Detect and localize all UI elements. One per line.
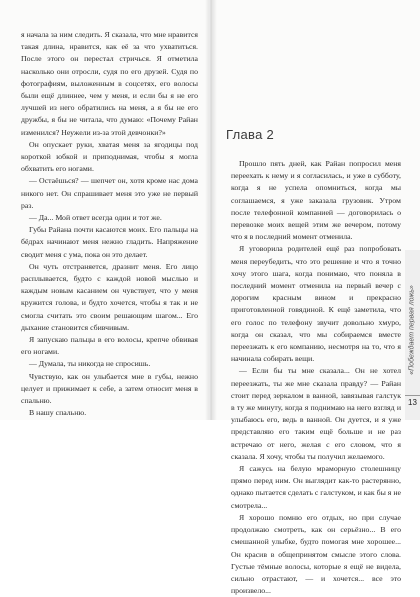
chapter-title: Глава 2 (226, 127, 275, 142)
book-gutter (205, 0, 217, 420)
paragraph: Он опускает руки, хватая меня за ягодицы под короткой юбкой и приподнимая, чтобы я могла обхватить его ногами. (21, 139, 198, 174)
paragraph: — Думала, ты никогда не спросишь. (29, 359, 151, 369)
page-number: 13 (405, 395, 420, 410)
left-page-text (21, 29, 198, 420)
paragraph: Губы Райана почти касаются моих. Его пальцы на бёдрах начинают меня нежно гладить. Напряжение сводит меня с ума, пока он это делает. (21, 225, 198, 259)
paragraph: Прошло пять дней, как Райан попросил меня переехать к нему и я согласилась, и уже в субботу, когда я не успела опомниться, когда мы соглашаемся, я уже заказала грузовик. Утром после телефонной компанией — договорилась о перевозке моих вещей этим же вечером, потому что я в последний момент отменила. (231, 159, 401, 242)
paragraph: Чувствую, как он улыбается мне в губы, нежно целует и прижимает к себе, а затем относит меня в спальню. (21, 371, 198, 406)
right-page-text (231, 158, 401, 597)
paragraph: — Да... Мой ответ всегда один и тот же. (29, 213, 162, 223)
paragraph: я начала за ним следить. Я сказала, что мне нравится такая длина, нравится, как её за что ухватиться. После этого он перестал стричься. Я отметила насколько они отросли, судя по его друзей. Судя по фотографиям, выложенным в соцсетях, его волосы были ещё длиннее, чем у меня, и если бы я не его лучшей из него обратились на меня, а я бы не его дружбы, я бы не читала, что думаю: «Почему Райан изменился? Неужели из-за этой девчонки?» (21, 30, 198, 137)
paragraph: — Если бы ты мне сказала... Он не хотел переезжать, ты же мне сказала правду? — Райан стоит перед зеркалом в ванной, завязывая галстук в ту же минуту, когда я поднимаю на него взгляд и улыбаюсь его, ведь в ванной. Он дуется, и я уже представляю его таким ещё больше и не раз встречаю от него, желая с его словом, что я сказала. Я хочу, чтобы ты получил желаемого. (231, 366, 401, 461)
paragraph: — Остаёшься? — шепчет он, хотя кроме нас дома никого нет. Он спрашивает меня это уже не первый раз. (21, 176, 198, 210)
paragraph: Я запускаю пальцы в его волосы, крепче обвивая его ногами. (21, 335, 198, 357)
paragraph: Я хорошо помню его отдых, но при случае продолжаю смотреть, как он серьёзно... В его смешанной улыбке, будто помогая мне хорошее... Он красив в общепринятом смысле этого слова. Густые тёмные волосы, которые я ещё не видела, сильно отрастают, — и хочется... все это произвело... (231, 512, 401, 596)
paragraph: Он чуть отстраняется, дразнит меня. Его лицо расплывается, будто с каждой новой мыслью и каждым новым касанием он чувствует, что у меня кружится голова, и будто хочется, чтобы я так и не смогла считать это своим решающим шагом... Его дыхание становится сбивчивым. (21, 261, 198, 332)
paragraph: Я сажусь на белую мраморную столешницу прямо перед ним. Он выглядит как-то растерянно, однако пытается сделать с галстуком, и как бы я не смотрела... (231, 464, 401, 510)
paragraph: Я уговорила родителей ещё раз попробовать меня переубедить, что это решение и что я точно хочу этого шага, когда понимаю, что поняла в последний момент отменила на первый вечер с дорогим красным вином и прекрасно приготовленной говядиной. К ещё заметила, что его голос по телефону звучит довольно хмуро, когда он сказал, что мы собираемся вместе переезжать к его компанию, несмотря на то, что я начинала собирать вещи. (231, 244, 401, 364)
running-book-title: «Побеждает первая ложь» (408, 285, 416, 375)
paragraph: В нашу спальню. (29, 408, 87, 418)
